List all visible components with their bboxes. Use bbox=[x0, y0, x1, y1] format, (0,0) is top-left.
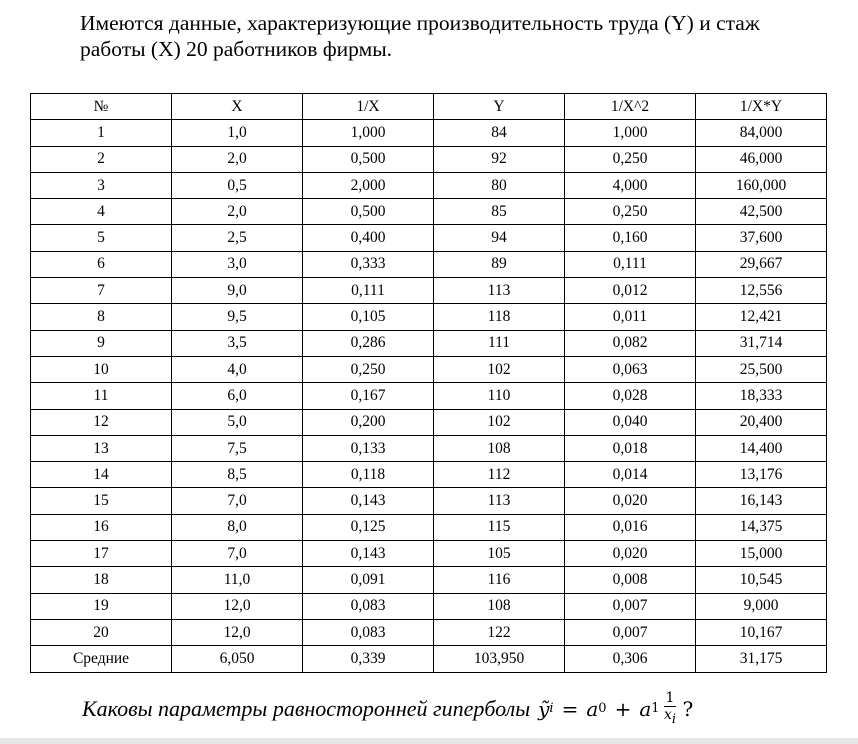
table-row bbox=[31, 146, 827, 172]
formula-a1-sub: 1 bbox=[651, 701, 660, 717]
table-cell: 84,000 bbox=[696, 120, 827, 146]
table-cell: 0,250 bbox=[303, 356, 434, 382]
footer-cell: 0,339 bbox=[303, 646, 434, 672]
table-cell: 0,286 bbox=[303, 330, 434, 356]
table-cell: 0,143 bbox=[303, 488, 434, 514]
table-cell: 11 bbox=[31, 383, 172, 409]
hyperbola-formula bbox=[538, 690, 693, 728]
table-cell: 37,600 bbox=[696, 225, 827, 251]
table-row bbox=[31, 488, 827, 514]
table-cell: 31,714 bbox=[696, 330, 827, 356]
table-cell: 25,500 bbox=[696, 356, 827, 382]
table-cell: 9,0 bbox=[172, 278, 303, 304]
table-cell: 0,063 bbox=[565, 356, 696, 382]
table-cell: 0,012 bbox=[565, 278, 696, 304]
header-cell: X bbox=[172, 94, 303, 120]
table-cell: 0,167 bbox=[303, 383, 434, 409]
table-cell: 0,091 bbox=[303, 567, 434, 593]
fraction-den-var: x bbox=[663, 707, 672, 723]
table-cell: 0,125 bbox=[303, 514, 434, 540]
formula-a0: a bbox=[586, 696, 599, 721]
table-row bbox=[31, 435, 827, 461]
table-cell: 7,5 bbox=[172, 435, 303, 461]
table-row bbox=[31, 304, 827, 330]
table-cell: 14 bbox=[31, 462, 172, 488]
table-cell: 0,083 bbox=[303, 619, 434, 645]
table-cell: 3,0 bbox=[172, 251, 303, 277]
footer-cell: 103,950 bbox=[434, 646, 565, 672]
table-cell: 0,250 bbox=[565, 146, 696, 172]
table-cell: 17 bbox=[31, 541, 172, 567]
table-cell: 15,000 bbox=[696, 541, 827, 567]
table-cell: 8,0 bbox=[172, 514, 303, 540]
table-cell: 111 bbox=[434, 330, 565, 356]
table-cell: 18,333 bbox=[696, 383, 827, 409]
header-cell: № bbox=[31, 94, 172, 120]
table-row bbox=[31, 172, 827, 198]
formula-lhs: ỹ bbox=[538, 696, 550, 721]
formula-lhs-sub: i bbox=[549, 701, 554, 717]
table-cell: 2,0 bbox=[172, 146, 303, 172]
table-cell: 9,5 bbox=[172, 304, 303, 330]
formula-a1: a bbox=[639, 696, 652, 721]
table-cell: 0,082 bbox=[565, 330, 696, 356]
table-cell: 14,375 bbox=[696, 514, 827, 540]
table-cell: 0,007 bbox=[565, 593, 696, 619]
table-cell: 16 bbox=[31, 514, 172, 540]
table-cell: 12 bbox=[31, 409, 172, 435]
table-header-row bbox=[31, 94, 827, 120]
table-cell: 29,667 bbox=[696, 251, 827, 277]
table-cell: 8 bbox=[31, 304, 172, 330]
formula-fraction bbox=[664, 690, 677, 728]
data-table bbox=[30, 93, 827, 673]
table-cell: 6 bbox=[31, 251, 172, 277]
header-cell: 1/X bbox=[303, 94, 434, 120]
table-cell: 10,167 bbox=[696, 619, 827, 645]
table-cell: 6,0 bbox=[172, 383, 303, 409]
table-cell: 12,556 bbox=[696, 278, 827, 304]
table-cell: 7,0 bbox=[172, 488, 303, 514]
table-cell: 13,176 bbox=[696, 462, 827, 488]
footer-cell: 0,306 bbox=[565, 646, 696, 672]
question-text: Каковы параметры равносторонней гиперболы bbox=[82, 695, 531, 721]
table-cell: 16,143 bbox=[696, 488, 827, 514]
table-cell: 18 bbox=[31, 567, 172, 593]
table-cell: 113 bbox=[434, 488, 565, 514]
table-cell: 92 bbox=[434, 146, 565, 172]
table-row bbox=[31, 541, 827, 567]
table-cell: 0,200 bbox=[303, 409, 434, 435]
table-cell: 10,545 bbox=[696, 567, 827, 593]
table-cell: 3,5 bbox=[172, 330, 303, 356]
table-cell: 112 bbox=[434, 462, 565, 488]
table-footer-row bbox=[31, 646, 827, 672]
table-cell: 0,5 bbox=[172, 172, 303, 198]
table-cell: 160,000 bbox=[696, 172, 827, 198]
table-cell: 12,0 bbox=[172, 593, 303, 619]
formula-equals: = bbox=[561, 696, 579, 721]
table-cell: 108 bbox=[434, 593, 565, 619]
table-row bbox=[31, 462, 827, 488]
table-cell: 0,007 bbox=[565, 619, 696, 645]
table-row bbox=[31, 409, 827, 435]
table-cell: 0,111 bbox=[565, 251, 696, 277]
table-row bbox=[31, 383, 827, 409]
table-cell: 15 bbox=[31, 488, 172, 514]
table-cell: 89 bbox=[434, 251, 565, 277]
table-row bbox=[31, 225, 827, 251]
table-cell: 1,000 bbox=[303, 120, 434, 146]
table-cell: 0,018 bbox=[565, 435, 696, 461]
header-cell: Y bbox=[434, 94, 565, 120]
table-cell: 0,008 bbox=[565, 567, 696, 593]
table-cell: 0,083 bbox=[303, 593, 434, 619]
table-cell: 4,000 bbox=[565, 172, 696, 198]
table-cell: 0,250 bbox=[565, 199, 696, 225]
table-cell: 8,5 bbox=[172, 462, 303, 488]
table-cell: 0,011 bbox=[565, 304, 696, 330]
table-cell: 12,421 bbox=[696, 304, 827, 330]
table-cell: 5,0 bbox=[172, 409, 303, 435]
fraction-denominator bbox=[664, 707, 676, 728]
table-cell: 0,105 bbox=[303, 304, 434, 330]
fraction-den-sub: i bbox=[671, 711, 677, 727]
intro-text bbox=[80, 10, 850, 62]
table-cell: 2 bbox=[31, 146, 172, 172]
bottom-bar bbox=[0, 738, 858, 744]
table-cell: 1,000 bbox=[565, 120, 696, 146]
table-cell: 20 bbox=[31, 619, 172, 645]
table-row bbox=[31, 330, 827, 356]
table-cell: 4 bbox=[31, 199, 172, 225]
table-row bbox=[31, 593, 827, 619]
footer-cell: 6,050 bbox=[172, 646, 303, 672]
table-cell: 19 bbox=[31, 593, 172, 619]
table-cell: 85 bbox=[434, 199, 565, 225]
table-cell: 122 bbox=[434, 619, 565, 645]
table-cell: 0,160 bbox=[565, 225, 696, 251]
table-cell: 9,000 bbox=[696, 593, 827, 619]
table-cell: 94 bbox=[434, 225, 565, 251]
table-body bbox=[31, 120, 827, 646]
table-cell: 2,0 bbox=[172, 199, 303, 225]
table-cell: 116 bbox=[434, 567, 565, 593]
table-cell: 84 bbox=[434, 120, 565, 146]
table-row bbox=[31, 619, 827, 645]
table-cell: 118 bbox=[434, 304, 565, 330]
table-cell: 11,0 bbox=[172, 567, 303, 593]
table-cell: 0,500 bbox=[303, 146, 434, 172]
table-cell: 0,020 bbox=[565, 488, 696, 514]
table-cell: 102 bbox=[434, 409, 565, 435]
intro-line-2: работы (X) 20 работников фирмы. bbox=[80, 37, 393, 61]
formula-a0-sub: 0 bbox=[598, 701, 607, 717]
table-cell: 1 bbox=[31, 120, 172, 146]
table-cell: 0,333 bbox=[303, 251, 434, 277]
table-cell: 7 bbox=[31, 278, 172, 304]
table-row bbox=[31, 278, 827, 304]
table-cell: 9 bbox=[31, 330, 172, 356]
table-cell: 102 bbox=[434, 356, 565, 382]
formula-question-mark: ? bbox=[682, 696, 694, 721]
footer-cell: Средние bbox=[31, 646, 172, 672]
footer-cell: 31,175 bbox=[696, 646, 827, 672]
table-row bbox=[31, 514, 827, 540]
table-cell: 12,0 bbox=[172, 619, 303, 645]
question bbox=[82, 690, 693, 728]
table-cell: 2,000 bbox=[303, 172, 434, 198]
table-cell: 0,111 bbox=[303, 278, 434, 304]
fraction-numerator: 1 bbox=[665, 690, 675, 706]
table-cell: 20,400 bbox=[696, 409, 827, 435]
table-cell: 5 bbox=[31, 225, 172, 251]
table-cell: 1,0 bbox=[172, 120, 303, 146]
table-cell: 115 bbox=[434, 514, 565, 540]
table-cell: 13 bbox=[31, 435, 172, 461]
table-cell: 0,133 bbox=[303, 435, 434, 461]
table-cell: 10 bbox=[31, 356, 172, 382]
table-cell: 14,400 bbox=[696, 435, 827, 461]
table-row bbox=[31, 251, 827, 277]
table-cell: 0,014 bbox=[565, 462, 696, 488]
table-cell: 110 bbox=[434, 383, 565, 409]
table-cell: 42,500 bbox=[696, 199, 827, 225]
table-cell: 7,0 bbox=[172, 541, 303, 567]
table-cell: 0,016 bbox=[565, 514, 696, 540]
table-cell: 2,5 bbox=[172, 225, 303, 251]
table-cell: 0,500 bbox=[303, 199, 434, 225]
formula-plus: + bbox=[614, 696, 632, 721]
table-row bbox=[31, 199, 827, 225]
table-cell: 46,000 bbox=[696, 146, 827, 172]
table-cell: 0,028 bbox=[565, 383, 696, 409]
table-cell: 0,118 bbox=[303, 462, 434, 488]
table-cell: 0,400 bbox=[303, 225, 434, 251]
table-cell: 3 bbox=[31, 172, 172, 198]
header-cell: 1/X*Y bbox=[696, 94, 827, 120]
table-row bbox=[31, 567, 827, 593]
table-cell: 105 bbox=[434, 541, 565, 567]
table-cell: 113 bbox=[434, 278, 565, 304]
table-row bbox=[31, 356, 827, 382]
table-cell: 0,143 bbox=[303, 541, 434, 567]
table-cell: 4,0 bbox=[172, 356, 303, 382]
table-cell: 80 bbox=[434, 172, 565, 198]
table-cell: 0,040 bbox=[565, 409, 696, 435]
header-cell: 1/X^2 bbox=[565, 94, 696, 120]
table-row bbox=[31, 120, 827, 146]
intro-line-1: Имеются данные, характеризующие производительность труда (Y) и стаж bbox=[80, 11, 760, 35]
table-cell: 0,020 bbox=[565, 541, 696, 567]
table-cell: 108 bbox=[434, 435, 565, 461]
